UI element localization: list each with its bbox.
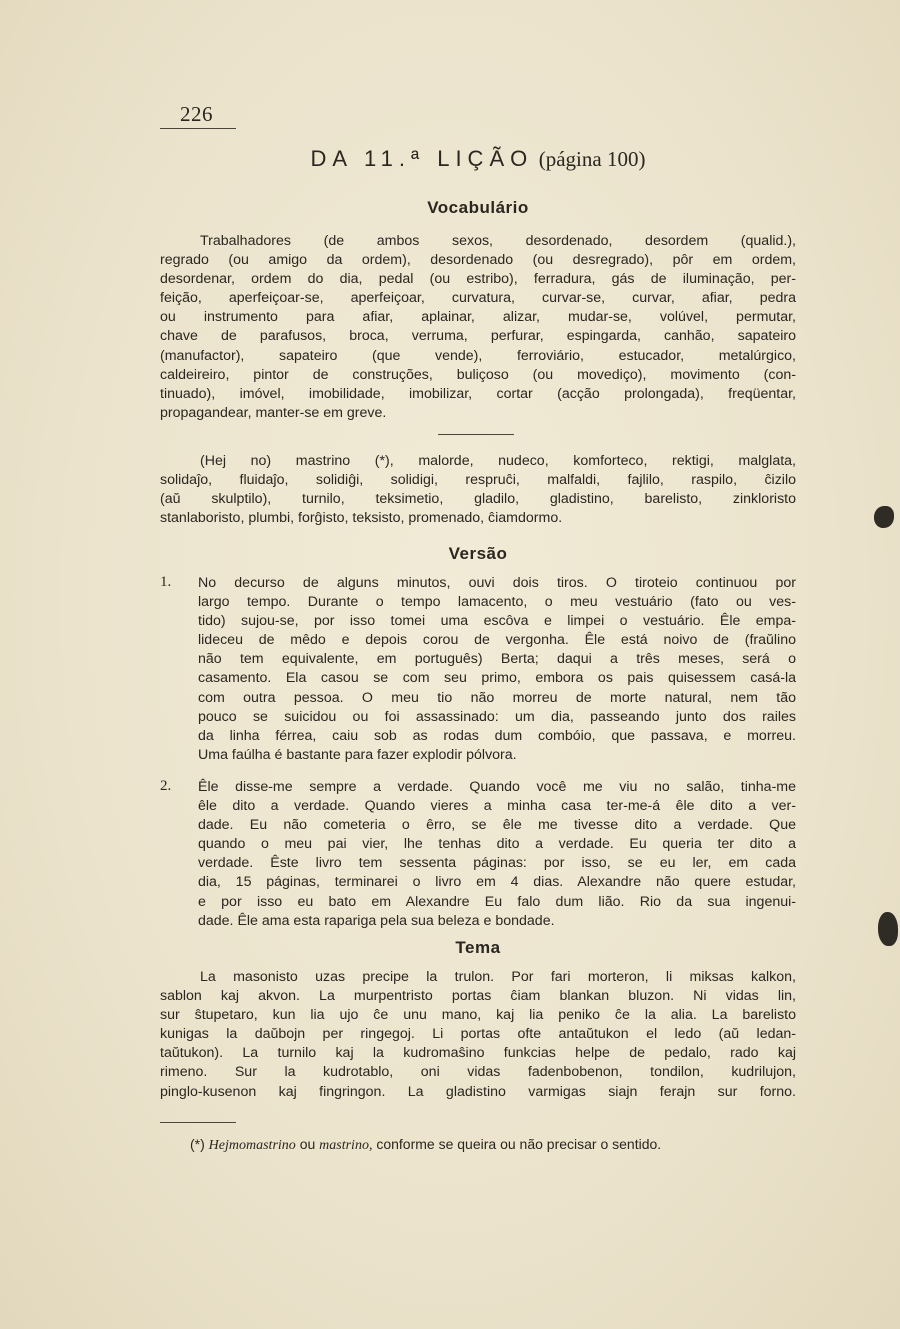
text-line: dade. Eu não cometeria o êrro, se êle me tivesse dito a verdade. Que xyxy=(198,817,796,834)
footnote-term-2: mastrino, xyxy=(319,1138,373,1153)
text-line: lideceu de mêdo e depois corou de vergonha. Êle está noivo de (fraŭlino xyxy=(198,632,796,649)
vocabulario-heading: Vocabulário xyxy=(427,198,529,217)
text-line: êle dito a verdade. Quando vieres a minha casa ter-me-á êle dito a ver- xyxy=(198,798,796,815)
text-line: casamento. Ela casou se com seu primo, embora os pais quisessem casá-la xyxy=(198,670,796,687)
footnote xyxy=(190,1136,800,1154)
page-number: 226 xyxy=(180,102,213,126)
text-line: taŭtukon). La turnilo kaj la kudromaŝino funkcias helpe de pedalo, rado kaj xyxy=(160,1045,796,1062)
text-line: da linha férrea, caiu sob as rodas dum combóio, que passava, e morreu. xyxy=(198,727,796,744)
text-line: sur ŝtupetaro, kun lia ujo ĉe unu mano, kaj lia peniko ĉe la alia. La barelisto xyxy=(160,1007,796,1024)
text-line: kunigas la daŭbojn per ringegoj. Li portas ofte antaŭtukon el ledo (aŭ ledan- xyxy=(160,1026,796,1043)
versao-heading: Versão xyxy=(448,544,508,563)
ink-mark xyxy=(874,506,894,528)
section-divider xyxy=(438,434,514,435)
text-line: No decurso de alguns minutos, ouvi dois tiros. O tiroteio continuou por xyxy=(198,575,796,591)
exercise-number: 2. xyxy=(160,778,172,794)
vocabulario-paragraph-eo xyxy=(160,452,796,528)
text-line: dia, 15 páginas, terminarei o livro em 4 dias. Alexandre não quere estudar, xyxy=(198,874,796,891)
exercise-number: 1. xyxy=(160,574,172,590)
footnote-mark: (*) xyxy=(190,1136,205,1152)
ink-mark xyxy=(878,912,898,946)
text-line: feição, aperfeiçoar-se, aperfeiçoar, curvatura, curvar-se, curvar, afiar, pedra xyxy=(160,290,796,307)
text-line: chave de parafusos, broca, verruma, perfurar, espingarda, canhão, sapateiro xyxy=(160,328,796,345)
chapter-title-caps: DA 11.ª LIÇÃO xyxy=(310,146,534,171)
text-line: solidaĵo, fluidaĵo, solidiĝi, solidigi, respruĉi, malfaldi, fajlilo, raspilo, ĉizilo xyxy=(160,472,796,489)
text-line: (aŭ skulptilo), turnilo, teksimetio, gladilo, gladistino, barelisto, zinkloristo xyxy=(160,491,796,508)
text-line: rimeno. Sur la kudrotablo, oni vidas fadenbobenon, tondilon, kudrilujon, xyxy=(160,1064,796,1081)
text-line: ou instrumento para afiar, aplainar, alizar, mudar-se, volúvel, permutar, xyxy=(160,309,796,326)
text-line: largo tempo. Durante o tempo lamacento, o meu vestuário (fato ou ves- xyxy=(198,594,796,611)
chapter-title-page-ref: (página 100) xyxy=(538,147,646,171)
text-line: pinglo-kusenon kaj fingringon. La gladistino varmigas siajn ferajn sur forno. xyxy=(160,1083,796,1100)
text-line: não tem equivalente, em português) Berta; daqui a três meses, será o xyxy=(198,651,796,668)
text-line: quando o meu pai vier, lhe tenhas dito a verdade. Eu queria ter dito a xyxy=(198,836,796,853)
text-line: sablon kaj akvon. La murpentristo portas ĉiam blankan bluzon. Ni vidas lin, xyxy=(160,988,796,1005)
text-line: caldeireiro, pintor de construções, buliçoso (ou movediço), movimento (con- xyxy=(160,366,796,383)
text-line: Uma faúlha é bastante para fazer explodir pólvora. xyxy=(198,746,517,763)
text-line: (Hej no) mastrino (*), malorde, nudeco, komforteco, rektigi, malglata, xyxy=(200,453,796,469)
footnote-text: conforme se queira ou não precisar o sentido. xyxy=(376,1136,662,1152)
versao-exercise-1 xyxy=(198,574,796,765)
versao-exercise-2 xyxy=(198,778,796,931)
text-line: tido) sujou-se, por isso tomei uma escôva e limpei o vestuário. Êle empa- xyxy=(198,613,796,630)
text-line: propagandear, manter-se em greve. xyxy=(160,404,387,421)
tema-paragraph xyxy=(160,968,796,1102)
text-line: desordenar, ordem do dia, pedal (ou estribo), ferradura, gás de iluminação, per- xyxy=(160,271,796,288)
text-line: stanlaboristo, plumbi, forĝisto, teksisto, promenado, ĉiamdormo. xyxy=(160,510,563,527)
text-line: com outra pessoa. O meu tio não morreu de morte natural, nem tão xyxy=(198,689,796,706)
text-line: e por isso eu bato em Alexandre Eu falo dum lião. Rio da sua ingenui- xyxy=(198,893,796,910)
text-line: Trabalhadores (de ambos sexos, desordenado, desordem (qualid.), xyxy=(200,233,796,249)
footnote-term-1: Hejmomastrino xyxy=(208,1138,296,1153)
footnote-connector: ou xyxy=(299,1136,316,1152)
text-line: regrado (ou amigo da ordem), desordenado (ou desregrado), pôr em ordem, xyxy=(160,252,796,269)
text-line: Êle disse-me sempre a verdade. Quando você me viu no salão, tinha-me xyxy=(198,779,796,795)
text-line: La masonisto uzas precipe la trulon. Por fari morteron, li miksas kalkon, xyxy=(200,969,796,985)
footnote-rule xyxy=(160,1122,236,1123)
text-line: pouco se suicidou ou foi assassinado: um dia, passeando junto dos railes xyxy=(198,708,796,725)
text-line: tinuado), imóvel, imobilidade, imobilizar, cortar (acção prolongada), freqüentar, xyxy=(160,385,796,402)
text-line: verdade. Êste livro tem sessenta páginas: por isso, se eu ler, em cada xyxy=(198,855,796,872)
text-line: dade. Êle ama esta rapariga pela sua beleza e bondade. xyxy=(198,912,555,929)
tema-heading: Tema xyxy=(455,938,501,957)
text-line: (manufactor), sapateiro (que vende), ferroviário, estucador, metalúrgico, xyxy=(160,347,796,364)
vocabulario-paragraph-pt xyxy=(160,232,796,423)
page-number-rule xyxy=(160,128,236,129)
chapter-title xyxy=(160,146,796,172)
